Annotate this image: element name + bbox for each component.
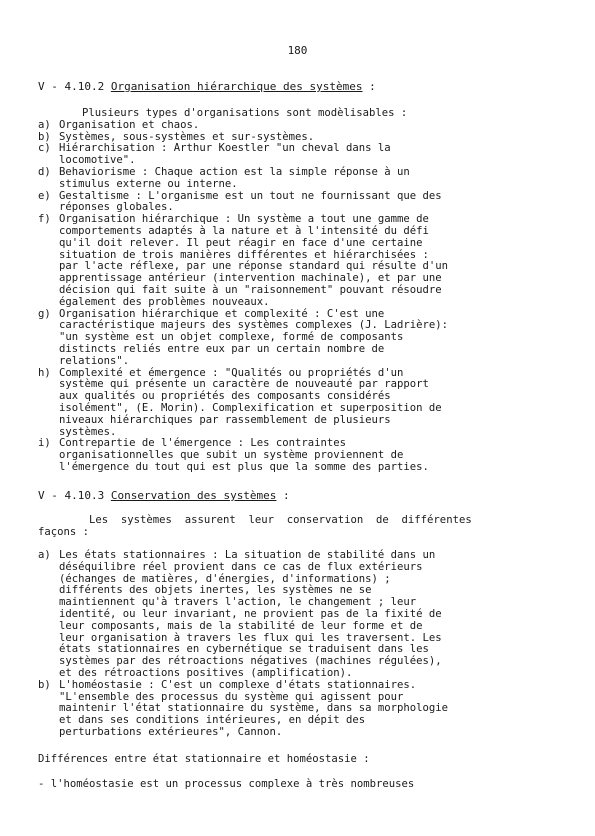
list-item (38, 214, 578, 308)
list-item (38, 120, 578, 132)
item-line: isolément", (E. Morin). Complexification et superposition de (59, 401, 442, 414)
section-number: V - 4.10.3 (38, 489, 111, 502)
item-line: niveaux hiérarchiques par rassemblement de plusieurs (59, 413, 391, 426)
item-line: Gestaltisme : L'organisme est un tout ne fournissant que des (59, 189, 442, 202)
item-line: (échanges de matières, d'énergies, d'informations) ; (59, 572, 391, 585)
item-label: d) (38, 165, 51, 178)
item-line: aux qualités ou propriétés des composants considérés (59, 390, 391, 403)
item-line: leur composants, mais de la stabilité de leur forme et de (59, 619, 423, 632)
item-label: c) (38, 142, 51, 155)
item-label: f) (38, 213, 51, 226)
item-line: Les états stationnaires : La situation de stabilité dans un (59, 549, 436, 561)
item-line: distincts reliés entre eux par un certain nombre de (59, 342, 385, 355)
item-label: h) (38, 366, 51, 379)
item-text (59, 680, 578, 739)
item-label: e) (38, 189, 51, 202)
item-text (59, 143, 578, 167)
item-line: également des problèmes nouveaux. (59, 295, 270, 308)
item-line: différents des objets inertes, les systèmes ne se (59, 584, 372, 597)
item-line: Contrepartie de l'émergence : Les contraintes (59, 437, 347, 450)
differences-heading: Différences entre état stationnaire et homéostasie : (38, 753, 370, 765)
item-line: perturbations extérieures", Cannon. (59, 725, 283, 738)
section-heading-4-10-2 (38, 80, 376, 94)
last-line: - l'homéostasie est un processus complexe à très nombreuses (38, 778, 415, 790)
item-line: Organisation hiérarchique : Un système a tout une gamme de (59, 213, 429, 226)
intro-line: façons : (38, 525, 90, 538)
item-text (59, 550, 578, 680)
item-text (59, 368, 578, 439)
item-line: relations". (59, 354, 130, 367)
item-text (59, 191, 578, 215)
section-title: Conservation des systèmes (110, 489, 277, 502)
item-label: a) (38, 549, 51, 561)
item-text (59, 438, 578, 473)
item-line: Organisation et chaos. (59, 118, 200, 131)
item-text (59, 214, 578, 308)
item-line: L'homéostasie : C'est un complexe d'états stationnaires. (59, 678, 417, 691)
item-line: et dans ses conditions intérieures, en dépit des (59, 714, 366, 727)
list-item (38, 550, 578, 680)
list-item (38, 680, 578, 739)
item-line: Systèmes, sous-systèmes et sur-systèmes. (59, 130, 315, 143)
list-item (38, 167, 578, 191)
section-number: V - 4.10.2 (38, 80, 111, 93)
item-label: b) (38, 678, 51, 691)
item-list (38, 120, 578, 474)
item-list (38, 550, 578, 739)
item-line: "un système est un objet complexe, formé de composants (59, 331, 404, 344)
item-line: réponses globales. (59, 201, 174, 214)
item-line: "L'ensemble des processus du système qui agissent pour (59, 690, 404, 703)
list-item (38, 143, 578, 167)
item-line: leur organisation à travers les flux qui les traversent. Les (59, 631, 442, 644)
section-heading-4-10-3 (38, 489, 290, 503)
item-line: déséquilibre réel provient dans ce cas de flux extérieurs (59, 560, 423, 573)
item-line: et des rétroactions positives (amplification). (59, 666, 353, 679)
item-label: i) (38, 437, 51, 450)
item-line: l'émergence du tout qui est plus que la somme des parties. (59, 460, 429, 473)
item-line: comportements adaptés à la nature et à l'intensité du défi (59, 224, 429, 237)
item-line: organisationnelles que subit un système proviennent de (59, 449, 404, 462)
item-line: maintenir l'état stationnaire du système, dans sa morphologie (59, 702, 449, 715)
item-line: maintiennent qu'à travers l'action, le changement ; leur (59, 596, 417, 609)
item-line: qu'il doit relever. Il peut réagir en face d'une certaine (59, 236, 423, 249)
list-item (38, 368, 578, 439)
item-line: locomotive". (59, 154, 136, 167)
item-text (59, 167, 578, 191)
item-line: états stationnaires en cybernétique se traduisent dans les (59, 643, 429, 656)
item-line: Complexité et émergence : "Qualités ou propriétés d'un (59, 366, 404, 379)
section-suffix: : (276, 489, 290, 502)
section-body-4-10-3 (38, 550, 578, 739)
item-label: a) (38, 118, 51, 131)
page-number: 180 (287, 44, 308, 57)
item-line: systèmes par des rétroactions négatives (machines régulées), (59, 655, 442, 668)
list-item (38, 309, 578, 368)
item-line: décision qui fait suite à un "raisonnement" pouvant résoudre (59, 283, 442, 296)
item-line: caractéristique majeurs des systèmes complexes (J. Ladrière): (59, 319, 449, 332)
section-suffix: : (362, 80, 376, 93)
section-intro-4-10-3 (38, 515, 578, 539)
intro-line: Les systèmes assurent leur conservation de différentes (38, 514, 472, 526)
section-body-4-10-2 (38, 108, 578, 474)
item-text (59, 309, 578, 368)
item-label: b) (38, 130, 51, 143)
item-line: systèmes. (59, 425, 117, 438)
list-item (38, 438, 578, 473)
item-label: g) (38, 307, 51, 320)
item-line: identité, ou leur invariant, ne provient pas de la fixité de (59, 607, 442, 620)
section-title: Organisation hiérarchique des systèmes (110, 80, 363, 93)
item-line: Behaviorisme : Chaque action est la simple réponse à un (59, 165, 410, 178)
item-line: stimulus externe ou interne. (59, 177, 238, 190)
item-line: situation de trois manières différentes et hiérarchisées : (59, 248, 429, 261)
item-text (59, 120, 578, 132)
item-line: système qui présente un caractère de nouveauté par rapport (59, 378, 429, 391)
item-line: apprentissage antérieur (intervention machinale), et par une (59, 272, 442, 285)
item-line: Organisation hiérarchique et complexité : C'est une (59, 307, 385, 320)
list-item (38, 191, 578, 215)
section-intro: Plusieurs types d'organisations sont modèlisables : (82, 107, 408, 119)
item-line: par l'acte réflexe, par une réponse standard qui résulte d'un (59, 260, 449, 273)
item-line: Hiérarchisation : Arthur Koestler "un cheval dans la (59, 142, 391, 155)
